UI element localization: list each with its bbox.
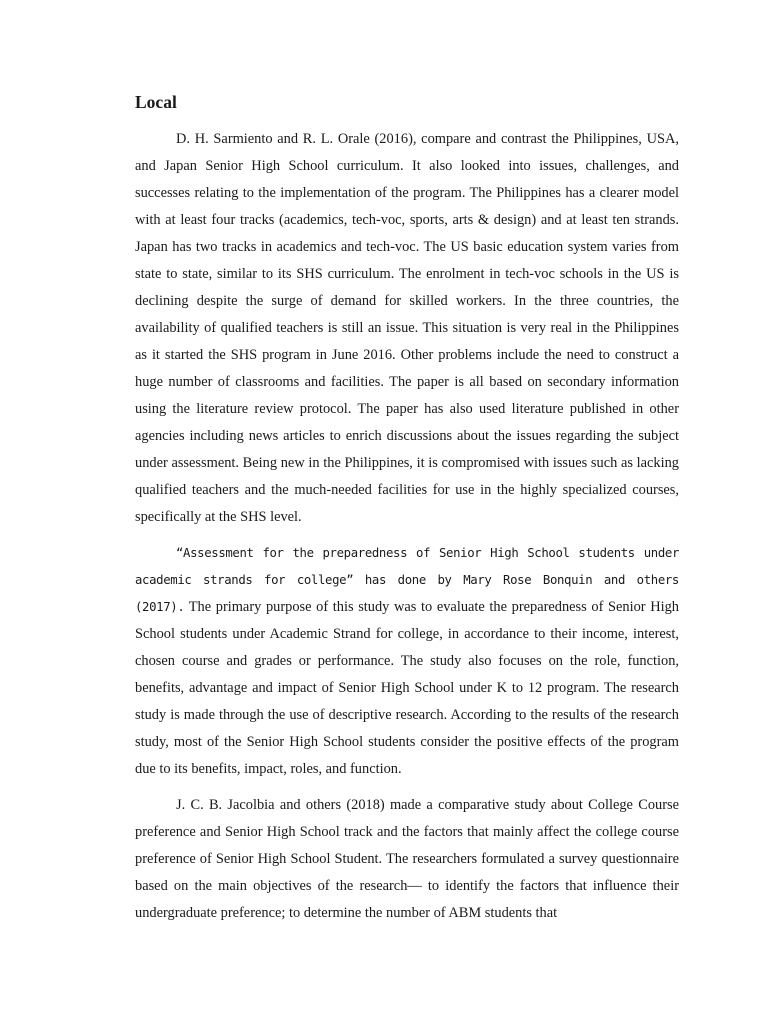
paragraph-sarmiento-orale: D. H. Sarmiento and R. L. Orale (2016), compare and contrast the Philippines, USA, and Japan Senior High School curriculum. It also looked into issues, challenges, and successes relating to the implementation of the program. The Philippines has a clearer model with at least four tracks (academics, tech-voc, sports, arts & design) and at least ten strands. Japan has two tracks in academics and tech-voc. The US basic education system varies from state to state, similar to its SHS curriculum. The enrolment in tech-voc schools in the US is declining despite the surge of demand for skilled workers. In the three countries, the availability of qualified teachers is still an issue. This situation is very real in the Philippines as it started the SHS program in June 2016. Other problems include the need to construct a huge number of classrooms and facilities. The paper is all based on secondary information using the literature review protocol. The paper has also used literature published in other agencies including news articles to enrich discussions about the issues regarding the subject under assessment. Being new in the Philippines, it is compromised with issues such as lacking qualified teachers and the much-needed facilities for use in the highly specialized courses, specifically at the SHS level. xyxy=(135,131,679,525)
section-heading: Local xyxy=(135,92,177,112)
paragraph-jacolbia: J. C. B. Jacolbia and others (2018) made a comparative study about College Course preference and Senior High School track and the factors that mainly affect the college course preference of Senior High School Student. The researchers formulated a survey questionnaire based on the main objectives of the research— to identify the factors that influence their undergraduate preference; to determine the number of ABM students that xyxy=(135,797,679,921)
document-body xyxy=(135,88,679,936)
paragraph-bonquin xyxy=(135,540,679,783)
paragraph-bonquin-text: The primary purpose of this study was to evaluate the preparedness of Senior High School students under Academic Strand for college, in accordance to their income, interest, chosen course and grades or performance. The study also focuses on the role, function, benefits, advantage and impact of Senior High School under K to 12 program. The research study is made through the use of descriptive research. According to the results of the research study, most of the Senior High School students consider the positive effects of the program due to its benefits, impact, roles, and function. xyxy=(135,599,679,777)
study-title-citation: “Assessment for the preparedness of Senior High School students under academic strands for college” has done by Mary Rose Bonquin and others (2017). xyxy=(135,546,679,614)
